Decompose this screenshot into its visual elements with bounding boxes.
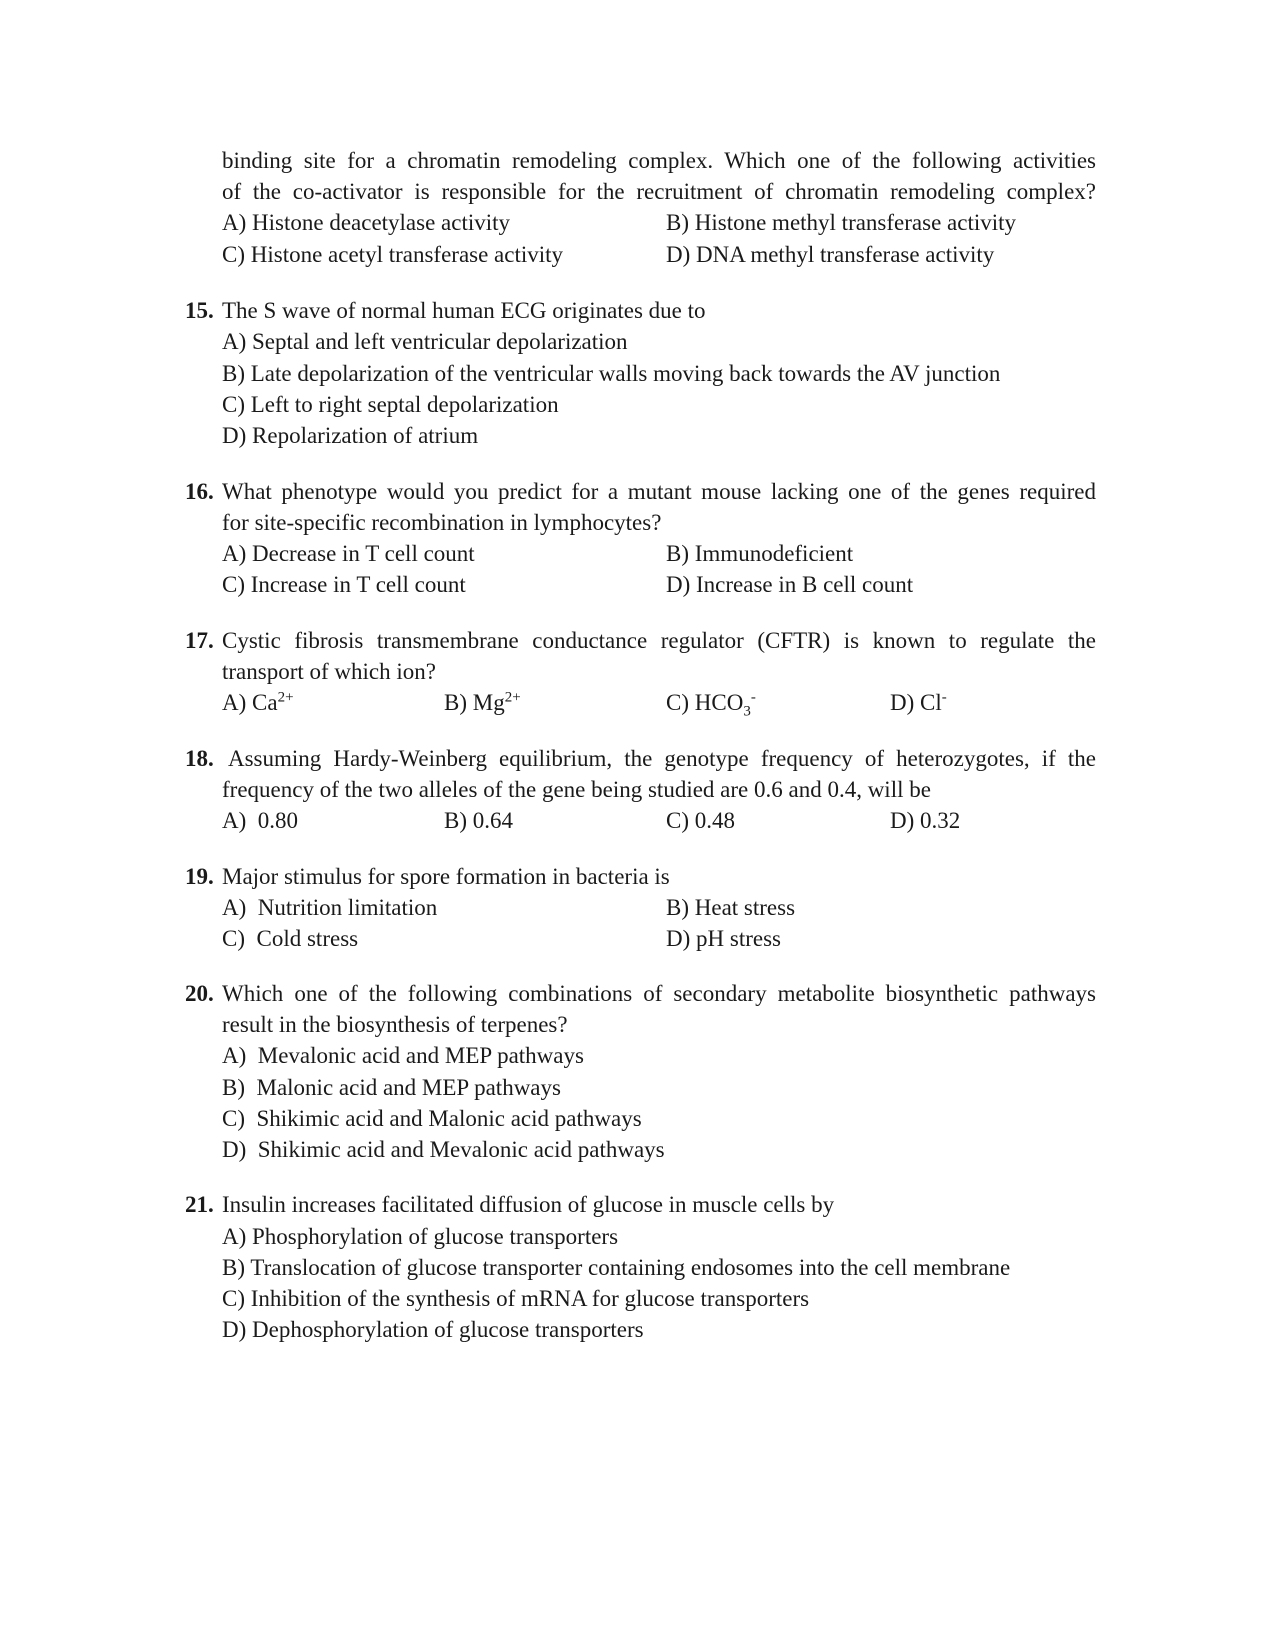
question-stem-line: of the co-activator is responsible for the recruitment of chromatin remodeling complex? xyxy=(222,179,1096,204)
option-d: D) Shikimic acid and Mevalonic acid pathways xyxy=(222,1137,665,1162)
question-stem-line: What phenotype would you predict for a mutant mouse lacking one of the genes required xyxy=(222,479,1096,504)
option-d: D) DNA methyl transferase activity xyxy=(666,242,995,267)
option-a: A) $Ca^{2+}$ xyxy=(222,689,294,715)
option-d: D) 0.32 xyxy=(890,808,961,833)
option-d: D) Dephosphorylation of glucose transporters xyxy=(222,1317,644,1342)
question-stem-line: binding site for a chromatin remodeling complex. Which one of the following activities xyxy=(222,148,1096,173)
question-stem-line: for site-specific recombination in lymphocytes? xyxy=(222,510,662,535)
option-c: C) Inhibition of the synthesis of mRNA for glucose transporters xyxy=(222,1286,810,1311)
option-c: C) Increase in T cell count xyxy=(222,572,466,597)
option-c: C) Cold stress xyxy=(222,926,359,951)
option-b: B) Histone methyl transferase activity xyxy=(666,210,1017,235)
option-a: A) 0.80 xyxy=(222,808,299,833)
option-d: D) Repolarization of atrium xyxy=(222,423,479,448)
option-a: A) Phosphorylation of glucose transporters xyxy=(222,1224,619,1249)
option-c: C) Histone acetyl transferase activity xyxy=(222,242,564,267)
option-b: B) Translocation of glucose transporter containing endosomes into the cell membrane xyxy=(222,1255,1011,1280)
option-b: B) Late depolarization of the ventricular walls moving back towards the AV junction xyxy=(222,361,1001,386)
option-b: B) $Mg^{2+}$ xyxy=(444,689,521,715)
question-stem-line: result in the biosynthesis of terpenes? xyxy=(222,1012,568,1037)
option-c: C) 0.48 xyxy=(666,808,735,833)
option-a: A) Mevalonic acid and MEP pathways xyxy=(222,1043,584,1068)
question-stem: The S wave of normal human ECG originates due to xyxy=(222,298,706,323)
question-number: 15. xyxy=(185,298,214,323)
option-b: B) Heat stress xyxy=(666,895,796,920)
question-number: 19. xyxy=(185,864,214,889)
option-d: D) pH stress xyxy=(666,926,781,951)
option-c: C) Left to right septal depolarization xyxy=(222,392,559,417)
question-stem-line: frequency of the two alleles of the gene being studied are 0.6 and 0.4, will be xyxy=(222,777,931,802)
option-d: D) Cl- xyxy=(890,689,947,715)
question-stem: Insulin increases facilitated diffusion of glucose in muscle cells by xyxy=(222,1192,835,1217)
option-b: B) Malonic acid and MEP pathways xyxy=(222,1075,561,1100)
question-number: 17. xyxy=(185,628,214,653)
question-stem-line: Assuming Hardy-Weinberg equilibrium, the genotype frequency of heterozygotes, if the xyxy=(228,746,1096,771)
option-a: A) Histone deacetylase activity xyxy=(222,210,511,235)
question-stem-line: transport of which ion? xyxy=(222,659,436,684)
option-a: A) Nutrition limitation xyxy=(222,895,438,920)
question-number: 16. xyxy=(185,479,214,504)
option-a: A) Decrease in T cell count xyxy=(222,541,475,566)
question-stem-line: Which one of the following combinations of secondary metabolite biosynthetic pathways xyxy=(222,981,1096,1006)
question-number: 18. xyxy=(185,746,214,771)
option-d: D) Increase in B cell count xyxy=(666,572,914,597)
option-b: B) Immunodeficient xyxy=(666,541,854,566)
question-number: 21. xyxy=(185,1192,214,1217)
option-c: C) $HCO_3^-$ xyxy=(666,689,756,720)
question-stem-line: Cystic fibrosis transmembrane conductance regulator (CFTR) is known to regulate the xyxy=(222,628,1096,653)
question-number: 20. xyxy=(185,981,214,1006)
option-c: C) Shikimic acid and Malonic acid pathways xyxy=(222,1106,642,1131)
question-stem: Major stimulus for spore formation in bacteria is xyxy=(222,864,670,889)
option-a: A) Septal and left ventricular depolarization xyxy=(222,329,628,354)
option-b: B) 0.64 xyxy=(444,808,513,833)
